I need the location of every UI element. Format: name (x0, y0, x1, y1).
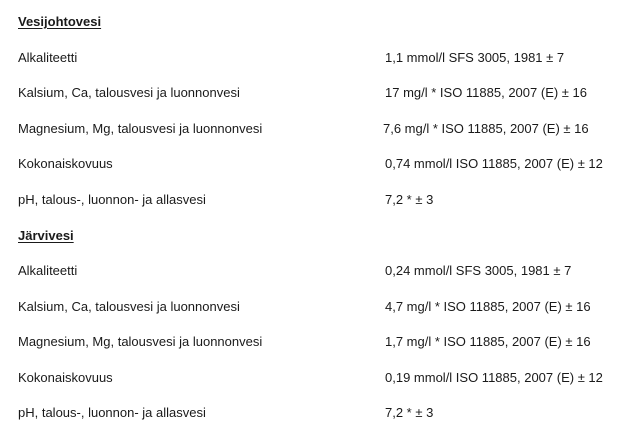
row-label: Alkaliteetti (18, 50, 78, 65)
table-row (0, 155, 644, 173)
row-label: pH, talous-, luonnon- ja allasvesi (18, 405, 206, 420)
row-value: 1,1 mmol/l SFS 3005, 1981 ± 7 (385, 50, 565, 65)
row-value: 7,2 * ± 3 (385, 405, 434, 420)
row-label: Kokonaiskovuus (18, 156, 113, 171)
row-label: Magnesium, Mg, talousvesi ja luonnonvesi (18, 121, 263, 136)
row-value: 1,7 mg/l * ISO 11885, 2007 (E) ± 16 (385, 334, 591, 349)
row-label: Kalsium, Ca, talousvesi ja luonnonvesi (18, 299, 240, 314)
row-label: pH, talous-, luonnon- ja allasvesi (18, 192, 206, 207)
row-value: 7,2 * ± 3 (385, 192, 434, 207)
row-label: Kalsium, Ca, talousvesi ja luonnonvesi (18, 85, 240, 100)
table-row (0, 49, 644, 67)
table-row (0, 84, 644, 102)
table-row (0, 120, 644, 138)
row-label: Kokonaiskovuus (18, 370, 113, 385)
section-title-jarvivesi: Järvivesi (18, 228, 74, 243)
row-label: Alkaliteetti (18, 263, 78, 278)
section-title-vesijohtovesi: Vesijohtovesi (18, 14, 102, 29)
table-row (0, 333, 644, 351)
row-value: 0,19 mmol/l ISO 11885, 2007 (E) ± 12 (385, 370, 603, 385)
table-row (0, 262, 644, 280)
row-value: 17 mg/l * ISO 11885, 2007 (E) ± 16 (385, 85, 588, 100)
table-row (0, 404, 644, 422)
row-value: 7,6 mg/l * ISO 11885, 2007 (E) ± 16 (383, 121, 589, 136)
table-row (0, 191, 644, 209)
row-value: 0,24 mmol/l SFS 3005, 1981 ± 7 (385, 263, 572, 278)
table-row (0, 369, 644, 387)
row-label: Magnesium, Mg, talousvesi ja luonnonvesi (18, 334, 263, 349)
table-row (0, 298, 644, 316)
row-value: 4,7 mg/l * ISO 11885, 2007 (E) ± 16 (385, 299, 591, 314)
row-value: 0,74 mmol/l ISO 11885, 2007 (E) ± 12 (385, 156, 603, 171)
